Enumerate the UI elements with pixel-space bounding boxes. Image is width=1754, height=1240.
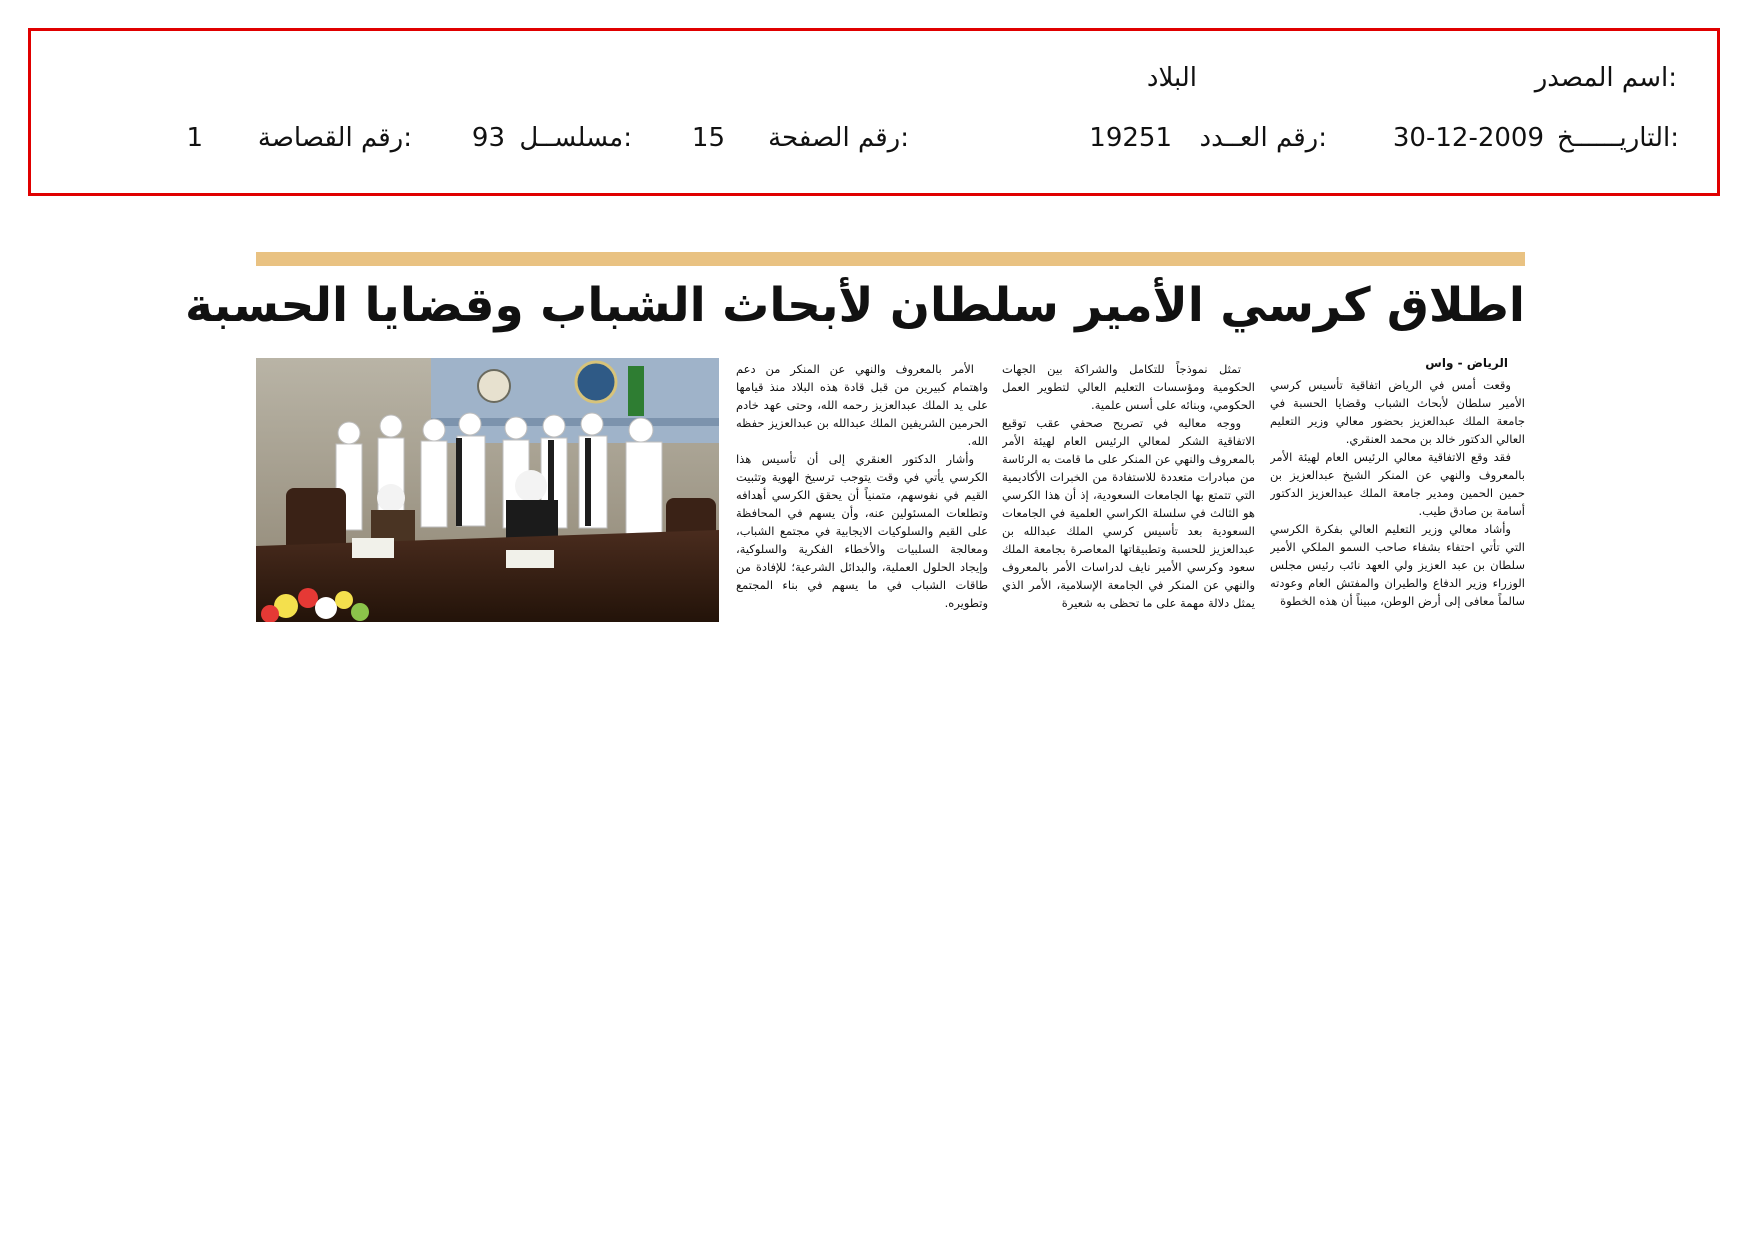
- issue-label: رقم العــدد:: [1199, 123, 1327, 153]
- article-column-2: [1002, 360, 1255, 618]
- headline-accent-bar: [256, 252, 1525, 266]
- clipping-value: 1: [186, 123, 203, 153]
- column-3-paragraph: الأمر بالمعروف والنهي عن المنكر من دعم واهتمام كبيرين من قبل قادة هذه البلاد منذ قيامها على يد الملك عبدالعزيز رحمه الله، وحتى عهد خادم الحرمين الشريفين الملك عبدالله بن عبدالعزيز حفظه الله.: [736, 362, 988, 448]
- source-value: البلاد: [1146, 63, 1197, 93]
- date-label: التاريــــــخ:: [1557, 123, 1679, 153]
- page-label: رقم الصفحة:: [768, 123, 909, 153]
- article-byline: الرياض - واس: [1425, 356, 1508, 370]
- clipping-label: رقم القصاصة:: [257, 123, 412, 153]
- date-value: 30-12-2009: [1392, 123, 1544, 153]
- article-headline: اطلاق كرسي الأمير سلطان لأبحاث الشباب وقضايا الحسبة: [185, 278, 1525, 333]
- article-column-3: [736, 360, 988, 618]
- source-label: اسم المصدر:: [1534, 63, 1677, 93]
- serial-label: مسلســل:: [519, 123, 632, 153]
- serial-value: 93: [471, 123, 505, 153]
- page-value: 15: [691, 123, 725, 153]
- column-1-paragraph: وأشاد معالي وزير التعليم العالي بفكرة الكرسي التي تأتي احتفاء بشفاء صاحب السمو الملكي الأمير سلطان بن عبد العزيز ولي العهد نائب رئيس مجلس الوزراء وزير الدفاع والطيران والمفتش العام وعودته سالماً معافى إلى أرض الوطن، مبيناً أن هذه الخطوة: [1270, 522, 1525, 608]
- photo-illustration: [256, 358, 719, 622]
- column-2-paragraph: تمثل نموذجاً للتكامل والشراكة بين الجهات الحكومية ومؤسسات التعليم العالي لتطوير العمل الحكومي، وبنائه على أسس علمية.: [1002, 362, 1255, 412]
- issue-value: 19251: [1089, 123, 1172, 153]
- column-1-paragraph: فقد وقع الاتفاقية معالي الرئيس العام لهيئة الأمر بالمعروف والنهي عن المنكر الشيخ عبدالعزيز بن حمين الحمين ومدير جامعة الملك عبدالعزيز الدكتور أسامة بن صادق طيب.: [1270, 450, 1525, 518]
- column-3-paragraph: وأشار الدكتور العنقري إلى أن تأسيس هذا الكرسي يأتي في وقت يتوجب ترسيخ الهوية وتثبيت القيم في نفوسهم، متمنياً أن يحقق الكرسي أهدافه وتطلعات المسئولين عنه، وأن يسهم في المحافظة على القيم والسلوكيات الايجابية في مجتمع الشباب، ومعالجة السلبيات والأخطاء الفكرية والسلوكية، وإيجاد الحلول العملية، والبدائل الشرعية؛ للإفادة من طاقات الشباب في ما يسهم في بناء المجتمع وتطويره.: [736, 452, 988, 610]
- article-column-1: [1270, 376, 1525, 622]
- column-1-paragraph: وقعت أمس في الرياض اتفاقية تأسيس كرسي الأمير سلطان لأبحاث الشباب وقضايا الحسبة في جامعة الملك عبدالعزيز بحضور معالي وزير التعليم العالي الدكتور خالد بن محمد العنقري.: [1270, 378, 1525, 446]
- clipping-metadata-box: [28, 28, 1720, 196]
- column-2-paragraph: ووجه معاليه في تصريح صحفي عقب توقيع الاتفاقية الشكر لمعالي الرئيس العام لهيئة الأمر بالمعروف والنهي عن المنكر على ما قامت به الرئاسة من مبادرات متعددة للاستفادة من الخبرات الأكاديمية التي تتمتع بها الجامعات السعودية، إذ أن هذا الكرسي هو الثالث في سلسلة الكراسي العلمية في الجامعات السعودية بعد تأسيس كرسي الملك عبدالله بن عبدالعزيز للحسبة وتطبيقاتها المعاصرة بجامعة الملك سعود وكرسي الأمير نايف لدراسات الأمر بالمعروف والنهي عن المنكر في الجامعة الإسلامية، الأمر الذي يمثل دلالة مهمة على ما تحظى به شعيرة: [1002, 416, 1255, 610]
- signing-ceremony-photo: [256, 358, 719, 622]
